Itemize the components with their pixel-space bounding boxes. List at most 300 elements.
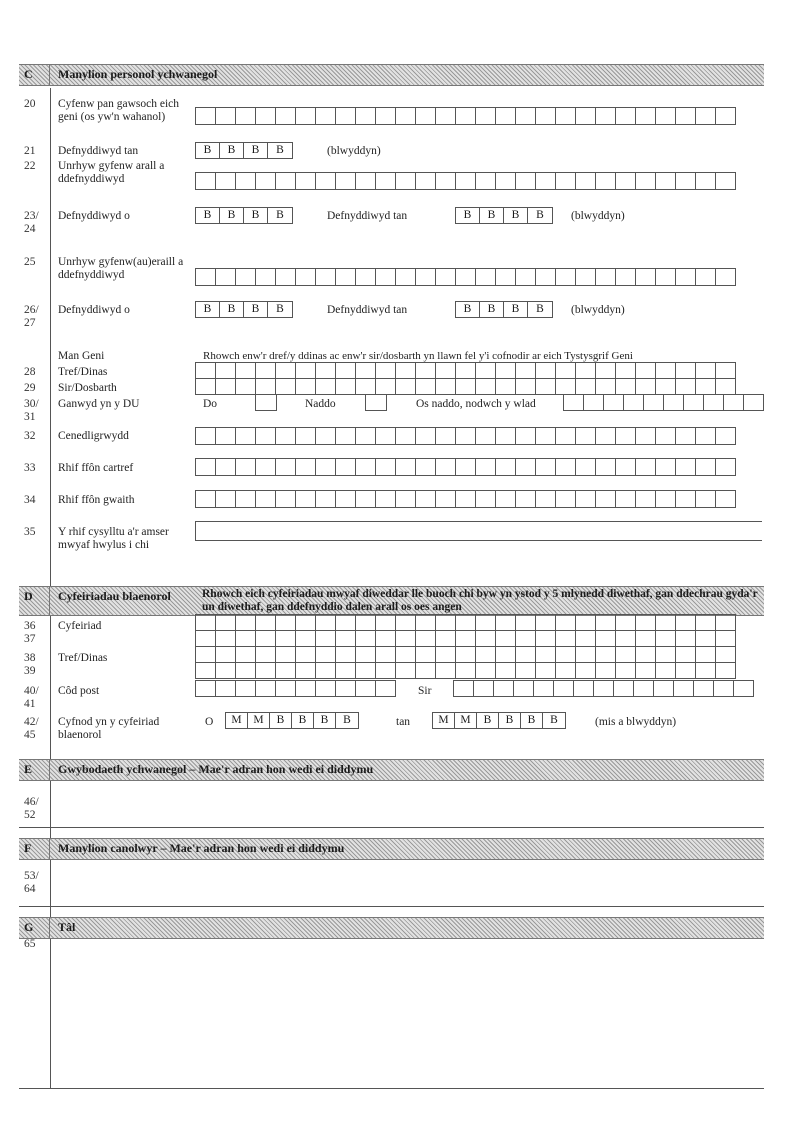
char-box[interactable] bbox=[576, 378, 596, 395]
char-box[interactable] bbox=[296, 172, 316, 190]
char-box[interactable] bbox=[716, 458, 736, 476]
char-box[interactable] bbox=[196, 427, 216, 445]
char-box[interactable] bbox=[616, 490, 636, 508]
char-box[interactable] bbox=[516, 630, 536, 647]
char-box[interactable] bbox=[476, 172, 496, 190]
period-from-boxes[interactable] bbox=[225, 712, 359, 729]
char-box[interactable] bbox=[674, 680, 694, 697]
char-box[interactable] bbox=[316, 268, 336, 286]
char-box[interactable] bbox=[536, 458, 556, 476]
char-box[interactable] bbox=[396, 614, 416, 631]
char-box[interactable] bbox=[676, 172, 696, 190]
char-box[interactable] bbox=[636, 630, 656, 647]
char-box[interactable] bbox=[516, 427, 536, 445]
char-box[interactable] bbox=[316, 680, 336, 697]
char-box[interactable] bbox=[356, 614, 376, 631]
char-box[interactable] bbox=[316, 172, 336, 190]
char-box[interactable] bbox=[476, 662, 496, 679]
char-box[interactable] bbox=[476, 630, 496, 647]
yes-checkbox[interactable] bbox=[255, 394, 277, 411]
home-phone-boxes[interactable] bbox=[195, 458, 736, 476]
char-box[interactable] bbox=[616, 378, 636, 395]
char-box[interactable] bbox=[276, 680, 296, 697]
char-box[interactable] bbox=[656, 646, 676, 663]
char-box[interactable] bbox=[716, 378, 736, 395]
char-box[interactable] bbox=[496, 630, 516, 647]
char-box[interactable] bbox=[196, 630, 216, 647]
char-box[interactable] bbox=[396, 427, 416, 445]
other-surnames-boxes[interactable] bbox=[195, 268, 736, 286]
char-box[interactable] bbox=[656, 362, 676, 379]
char-box[interactable] bbox=[696, 378, 716, 395]
char-box[interactable] bbox=[256, 107, 276, 125]
char-box[interactable] bbox=[196, 662, 216, 679]
year-from-boxes[interactable] bbox=[195, 301, 293, 318]
char-box[interactable] bbox=[216, 680, 236, 697]
char-box[interactable] bbox=[616, 362, 636, 379]
date-digit-box[interactable]: B bbox=[292, 713, 314, 728]
char-box[interactable] bbox=[536, 490, 556, 508]
char-box[interactable] bbox=[336, 427, 356, 445]
char-box[interactable] bbox=[476, 378, 496, 395]
char-box[interactable] bbox=[536, 646, 556, 663]
char-box[interactable] bbox=[696, 490, 716, 508]
char-box[interactable] bbox=[416, 614, 436, 631]
char-box[interactable] bbox=[616, 172, 636, 190]
char-box[interactable] bbox=[734, 680, 754, 697]
date-digit-box[interactable]: B bbox=[521, 713, 543, 728]
char-box[interactable] bbox=[296, 646, 316, 663]
char-box[interactable] bbox=[516, 662, 536, 679]
char-box[interactable] bbox=[376, 362, 396, 379]
period-to-boxes[interactable] bbox=[432, 712, 566, 729]
char-box[interactable] bbox=[696, 362, 716, 379]
char-box[interactable] bbox=[396, 662, 416, 679]
char-box[interactable] bbox=[696, 662, 716, 679]
char-box[interactable] bbox=[456, 268, 476, 286]
char-box[interactable] bbox=[436, 662, 456, 679]
char-box[interactable] bbox=[316, 378, 336, 395]
char-box[interactable] bbox=[376, 680, 396, 697]
char-box[interactable] bbox=[396, 630, 416, 647]
char-box[interactable] bbox=[476, 646, 496, 663]
date-digit-box[interactable]: M bbox=[248, 713, 270, 728]
surname-at-birth-boxes[interactable] bbox=[195, 107, 736, 125]
char-box[interactable] bbox=[516, 172, 536, 190]
char-box[interactable] bbox=[614, 680, 634, 697]
char-box[interactable] bbox=[576, 458, 596, 476]
char-box[interactable] bbox=[576, 107, 596, 125]
char-box[interactable] bbox=[276, 268, 296, 286]
char-box[interactable] bbox=[716, 490, 736, 508]
date-digit-box[interactable]: M bbox=[455, 713, 477, 728]
char-box[interactable] bbox=[744, 394, 764, 411]
char-box[interactable] bbox=[196, 268, 216, 286]
char-box[interactable] bbox=[296, 680, 316, 697]
char-box[interactable] bbox=[416, 107, 436, 125]
char-box[interactable] bbox=[676, 630, 696, 647]
char-box[interactable] bbox=[476, 362, 496, 379]
char-box[interactable] bbox=[556, 268, 576, 286]
char-box[interactable] bbox=[436, 646, 456, 663]
char-box[interactable] bbox=[216, 630, 236, 647]
char-box[interactable] bbox=[256, 172, 276, 190]
char-box[interactable] bbox=[456, 378, 476, 395]
char-box[interactable] bbox=[196, 107, 216, 125]
char-box[interactable] bbox=[516, 378, 536, 395]
char-box[interactable] bbox=[336, 646, 356, 663]
char-box[interactable] bbox=[556, 378, 576, 395]
year-digit-box[interactable]: B bbox=[536, 303, 544, 315]
char-box[interactable] bbox=[276, 362, 296, 379]
char-box[interactable] bbox=[196, 362, 216, 379]
char-box[interactable] bbox=[576, 490, 596, 508]
char-box[interactable] bbox=[316, 107, 336, 125]
char-box[interactable] bbox=[476, 458, 496, 476]
char-box[interactable] bbox=[436, 427, 456, 445]
char-box[interactable] bbox=[316, 630, 336, 647]
char-box[interactable] bbox=[636, 458, 656, 476]
year-digit-box[interactable]: B bbox=[480, 302, 504, 317]
date-digit-box[interactable]: B bbox=[314, 713, 336, 728]
char-box[interactable] bbox=[514, 680, 534, 697]
char-box[interactable] bbox=[416, 630, 436, 647]
year-digit-box[interactable]: B bbox=[196, 302, 220, 317]
char-box[interactable] bbox=[416, 458, 436, 476]
char-box[interactable] bbox=[656, 662, 676, 679]
char-box[interactable] bbox=[376, 662, 396, 679]
char-box[interactable] bbox=[196, 490, 216, 508]
char-box[interactable] bbox=[396, 362, 416, 379]
char-box[interactable] bbox=[316, 458, 336, 476]
char-box[interactable] bbox=[296, 458, 316, 476]
char-box[interactable] bbox=[236, 490, 256, 508]
char-box[interactable] bbox=[236, 662, 256, 679]
char-box[interactable] bbox=[676, 268, 696, 286]
nationality-boxes[interactable] bbox=[195, 427, 736, 445]
char-box[interactable] bbox=[216, 646, 236, 663]
char-box[interactable] bbox=[656, 630, 676, 647]
char-box[interactable] bbox=[376, 378, 396, 395]
char-box[interactable] bbox=[236, 458, 256, 476]
year-digit-box[interactable]: B bbox=[504, 208, 528, 223]
char-box[interactable] bbox=[196, 458, 216, 476]
postcode-boxes[interactable] bbox=[195, 680, 396, 697]
char-box[interactable] bbox=[656, 490, 676, 508]
year-digit-box[interactable]: B bbox=[276, 303, 284, 315]
year-digit-box[interactable]: B bbox=[196, 208, 220, 223]
char-box[interactable] bbox=[516, 107, 536, 125]
char-box[interactable] bbox=[236, 362, 256, 379]
char-box[interactable] bbox=[536, 172, 556, 190]
char-box[interactable] bbox=[416, 378, 436, 395]
year-digit-box[interactable]: B bbox=[220, 208, 244, 223]
char-box[interactable] bbox=[716, 268, 736, 286]
char-box[interactable] bbox=[476, 614, 496, 631]
char-box[interactable] bbox=[416, 362, 436, 379]
char-box[interactable] bbox=[556, 630, 576, 647]
char-box[interactable] bbox=[556, 362, 576, 379]
char-box[interactable] bbox=[216, 172, 236, 190]
char-box[interactable] bbox=[496, 646, 516, 663]
char-box[interactable] bbox=[556, 490, 576, 508]
char-box[interactable] bbox=[296, 362, 316, 379]
char-box[interactable] bbox=[676, 646, 696, 663]
year-digit-box[interactable]: B bbox=[220, 302, 244, 317]
char-box[interactable] bbox=[276, 427, 296, 445]
char-box[interactable] bbox=[636, 614, 656, 631]
char-box[interactable] bbox=[216, 378, 236, 395]
char-box[interactable] bbox=[576, 427, 596, 445]
char-box[interactable] bbox=[696, 268, 716, 286]
char-box[interactable] bbox=[584, 394, 604, 411]
char-box[interactable] bbox=[276, 107, 296, 125]
char-box[interactable] bbox=[454, 680, 474, 697]
char-box[interactable] bbox=[276, 630, 296, 647]
town-line-1-boxes[interactable] bbox=[195, 646, 736, 663]
char-box[interactable] bbox=[256, 680, 276, 697]
char-box[interactable] bbox=[456, 614, 476, 631]
char-box[interactable] bbox=[596, 362, 616, 379]
char-box[interactable] bbox=[256, 614, 276, 631]
char-box[interactable] bbox=[296, 378, 316, 395]
date-digit-box[interactable]: B bbox=[343, 714, 351, 726]
char-box[interactable] bbox=[636, 427, 656, 445]
no-checkbox[interactable] bbox=[365, 394, 387, 411]
char-box[interactable] bbox=[574, 680, 594, 697]
char-box[interactable] bbox=[576, 662, 596, 679]
char-box[interactable] bbox=[436, 378, 456, 395]
char-box[interactable] bbox=[456, 458, 476, 476]
year-until-boxes[interactable] bbox=[455, 301, 553, 318]
char-box[interactable] bbox=[536, 107, 556, 125]
year-digit-box[interactable]: B bbox=[220, 143, 244, 158]
char-box[interactable] bbox=[436, 490, 456, 508]
char-box[interactable] bbox=[496, 378, 516, 395]
char-box[interactable] bbox=[636, 268, 656, 286]
char-box[interactable] bbox=[676, 662, 696, 679]
char-box[interactable] bbox=[196, 378, 216, 395]
char-box[interactable] bbox=[256, 458, 276, 476]
char-box[interactable] bbox=[216, 490, 236, 508]
year-digit-box[interactable]: B bbox=[276, 209, 284, 221]
char-box[interactable] bbox=[576, 268, 596, 286]
char-box[interactable] bbox=[396, 646, 416, 663]
char-box[interactable] bbox=[436, 268, 456, 286]
char-box[interactable] bbox=[656, 172, 676, 190]
char-box[interactable] bbox=[356, 427, 376, 445]
county-boxes[interactable] bbox=[453, 680, 754, 697]
char-box[interactable] bbox=[616, 646, 636, 663]
char-box[interactable] bbox=[724, 394, 744, 411]
char-box[interactable] bbox=[636, 490, 656, 508]
year-digit-box[interactable]: B bbox=[456, 302, 480, 317]
char-box[interactable] bbox=[656, 107, 676, 125]
char-box[interactable] bbox=[704, 394, 724, 411]
char-box[interactable] bbox=[696, 630, 716, 647]
char-box[interactable] bbox=[636, 107, 656, 125]
char-box[interactable] bbox=[256, 646, 276, 663]
char-box[interactable] bbox=[456, 427, 476, 445]
char-box[interactable] bbox=[456, 630, 476, 647]
char-box[interactable] bbox=[696, 458, 716, 476]
char-box[interactable] bbox=[556, 614, 576, 631]
char-box[interactable] bbox=[656, 458, 676, 476]
char-box[interactable] bbox=[696, 614, 716, 631]
char-box[interactable] bbox=[336, 662, 356, 679]
char-box[interactable] bbox=[516, 268, 536, 286]
year-digit-box[interactable]: B bbox=[244, 143, 268, 158]
char-box[interactable] bbox=[596, 646, 616, 663]
char-box[interactable] bbox=[576, 614, 596, 631]
address-line-1-boxes[interactable] bbox=[195, 614, 736, 631]
year-digit-box[interactable]: B bbox=[480, 208, 504, 223]
char-box[interactable] bbox=[536, 662, 556, 679]
other-surname-boxes[interactable] bbox=[195, 172, 736, 190]
char-box[interactable] bbox=[216, 107, 236, 125]
char-box[interactable] bbox=[336, 630, 356, 647]
char-box[interactable] bbox=[536, 614, 556, 631]
char-box[interactable] bbox=[256, 427, 276, 445]
date-digit-box[interactable]: B bbox=[550, 714, 558, 726]
year-until-boxes[interactable] bbox=[455, 207, 553, 224]
char-box[interactable] bbox=[554, 680, 574, 697]
char-box[interactable] bbox=[396, 107, 416, 125]
char-box[interactable] bbox=[496, 490, 516, 508]
char-box[interactable] bbox=[594, 680, 614, 697]
char-box[interactable] bbox=[396, 378, 416, 395]
char-box[interactable] bbox=[596, 268, 616, 286]
char-box[interactable] bbox=[416, 662, 436, 679]
char-box[interactable] bbox=[376, 614, 396, 631]
char-box[interactable] bbox=[376, 172, 396, 190]
char-box[interactable] bbox=[716, 427, 736, 445]
char-box[interactable] bbox=[456, 172, 476, 190]
char-box[interactable] bbox=[676, 490, 696, 508]
char-box[interactable] bbox=[356, 172, 376, 190]
char-box[interactable] bbox=[516, 614, 536, 631]
char-box[interactable] bbox=[376, 458, 396, 476]
char-box[interactable] bbox=[336, 172, 356, 190]
char-box[interactable] bbox=[276, 458, 296, 476]
char-box[interactable] bbox=[376, 268, 396, 286]
char-box[interactable] bbox=[644, 394, 664, 411]
char-box[interactable] bbox=[476, 268, 496, 286]
char-box[interactable] bbox=[276, 662, 296, 679]
char-box[interactable] bbox=[716, 630, 736, 647]
char-box[interactable] bbox=[196, 614, 216, 631]
char-box[interactable] bbox=[476, 490, 496, 508]
date-digit-box[interactable]: B bbox=[499, 713, 521, 728]
char-box[interactable] bbox=[696, 646, 716, 663]
char-box[interactable] bbox=[496, 614, 516, 631]
char-box[interactable] bbox=[376, 490, 396, 508]
char-box[interactable] bbox=[316, 362, 336, 379]
char-box[interactable] bbox=[596, 458, 616, 476]
char-box[interactable] bbox=[276, 646, 296, 663]
char-box[interactable] bbox=[684, 394, 704, 411]
char-box[interactable] bbox=[616, 630, 636, 647]
char-box[interactable] bbox=[694, 680, 714, 697]
char-box[interactable] bbox=[516, 490, 536, 508]
char-box[interactable] bbox=[676, 458, 696, 476]
char-box[interactable] bbox=[376, 630, 396, 647]
char-box[interactable] bbox=[356, 680, 376, 697]
char-box[interactable] bbox=[516, 362, 536, 379]
char-box[interactable] bbox=[716, 646, 736, 663]
char-box[interactable] bbox=[416, 268, 436, 286]
year-digit-box[interactable]: B bbox=[244, 302, 268, 317]
char-box[interactable] bbox=[596, 378, 616, 395]
char-box[interactable] bbox=[356, 630, 376, 647]
char-box[interactable] bbox=[664, 394, 684, 411]
char-box[interactable] bbox=[676, 362, 696, 379]
char-box[interactable] bbox=[676, 378, 696, 395]
char-box[interactable] bbox=[336, 268, 356, 286]
char-box[interactable] bbox=[436, 458, 456, 476]
char-box[interactable] bbox=[636, 646, 656, 663]
address-line-2-boxes[interactable] bbox=[195, 630, 736, 647]
char-box[interactable] bbox=[256, 662, 276, 679]
char-box[interactable] bbox=[236, 646, 256, 663]
year-digit-box[interactable]: B bbox=[244, 208, 268, 223]
char-box[interactable] bbox=[496, 662, 516, 679]
char-box[interactable] bbox=[236, 680, 256, 697]
birth-town-boxes[interactable] bbox=[195, 362, 736, 379]
char-box[interactable] bbox=[476, 107, 496, 125]
char-box[interactable] bbox=[296, 268, 316, 286]
date-digit-box[interactable]: M bbox=[433, 713, 455, 728]
char-box[interactable] bbox=[256, 362, 276, 379]
char-box[interactable] bbox=[616, 662, 636, 679]
char-box[interactable] bbox=[316, 427, 336, 445]
char-box[interactable] bbox=[716, 662, 736, 679]
char-box[interactable] bbox=[336, 490, 356, 508]
char-box[interactable] bbox=[516, 458, 536, 476]
char-box[interactable] bbox=[496, 268, 516, 286]
char-box[interactable] bbox=[316, 490, 336, 508]
char-box[interactable] bbox=[556, 458, 576, 476]
char-box[interactable] bbox=[396, 490, 416, 508]
char-box[interactable] bbox=[596, 662, 616, 679]
char-box[interactable] bbox=[436, 614, 456, 631]
char-box[interactable] bbox=[616, 614, 636, 631]
char-box[interactable] bbox=[556, 646, 576, 663]
char-box[interactable] bbox=[456, 490, 476, 508]
char-box[interactable] bbox=[296, 490, 316, 508]
year-digit-box[interactable]: B bbox=[504, 302, 528, 317]
char-box[interactable] bbox=[316, 646, 336, 663]
char-box[interactable] bbox=[276, 172, 296, 190]
char-box[interactable] bbox=[336, 680, 356, 697]
char-box[interactable] bbox=[256, 378, 276, 395]
char-box[interactable] bbox=[596, 490, 616, 508]
char-box[interactable] bbox=[256, 268, 276, 286]
char-box[interactable] bbox=[616, 268, 636, 286]
char-box[interactable] bbox=[656, 427, 676, 445]
char-box[interactable] bbox=[356, 107, 376, 125]
year-digit-box[interactable]: B bbox=[456, 208, 480, 223]
contact-number-field[interactable] bbox=[195, 521, 762, 541]
char-box[interactable] bbox=[476, 427, 496, 445]
char-box[interactable] bbox=[536, 630, 556, 647]
char-box[interactable] bbox=[336, 362, 356, 379]
char-box[interactable] bbox=[336, 458, 356, 476]
char-box[interactable] bbox=[556, 662, 576, 679]
char-box[interactable] bbox=[494, 680, 514, 697]
year-boxes[interactable] bbox=[195, 142, 293, 159]
char-box[interactable] bbox=[336, 107, 356, 125]
